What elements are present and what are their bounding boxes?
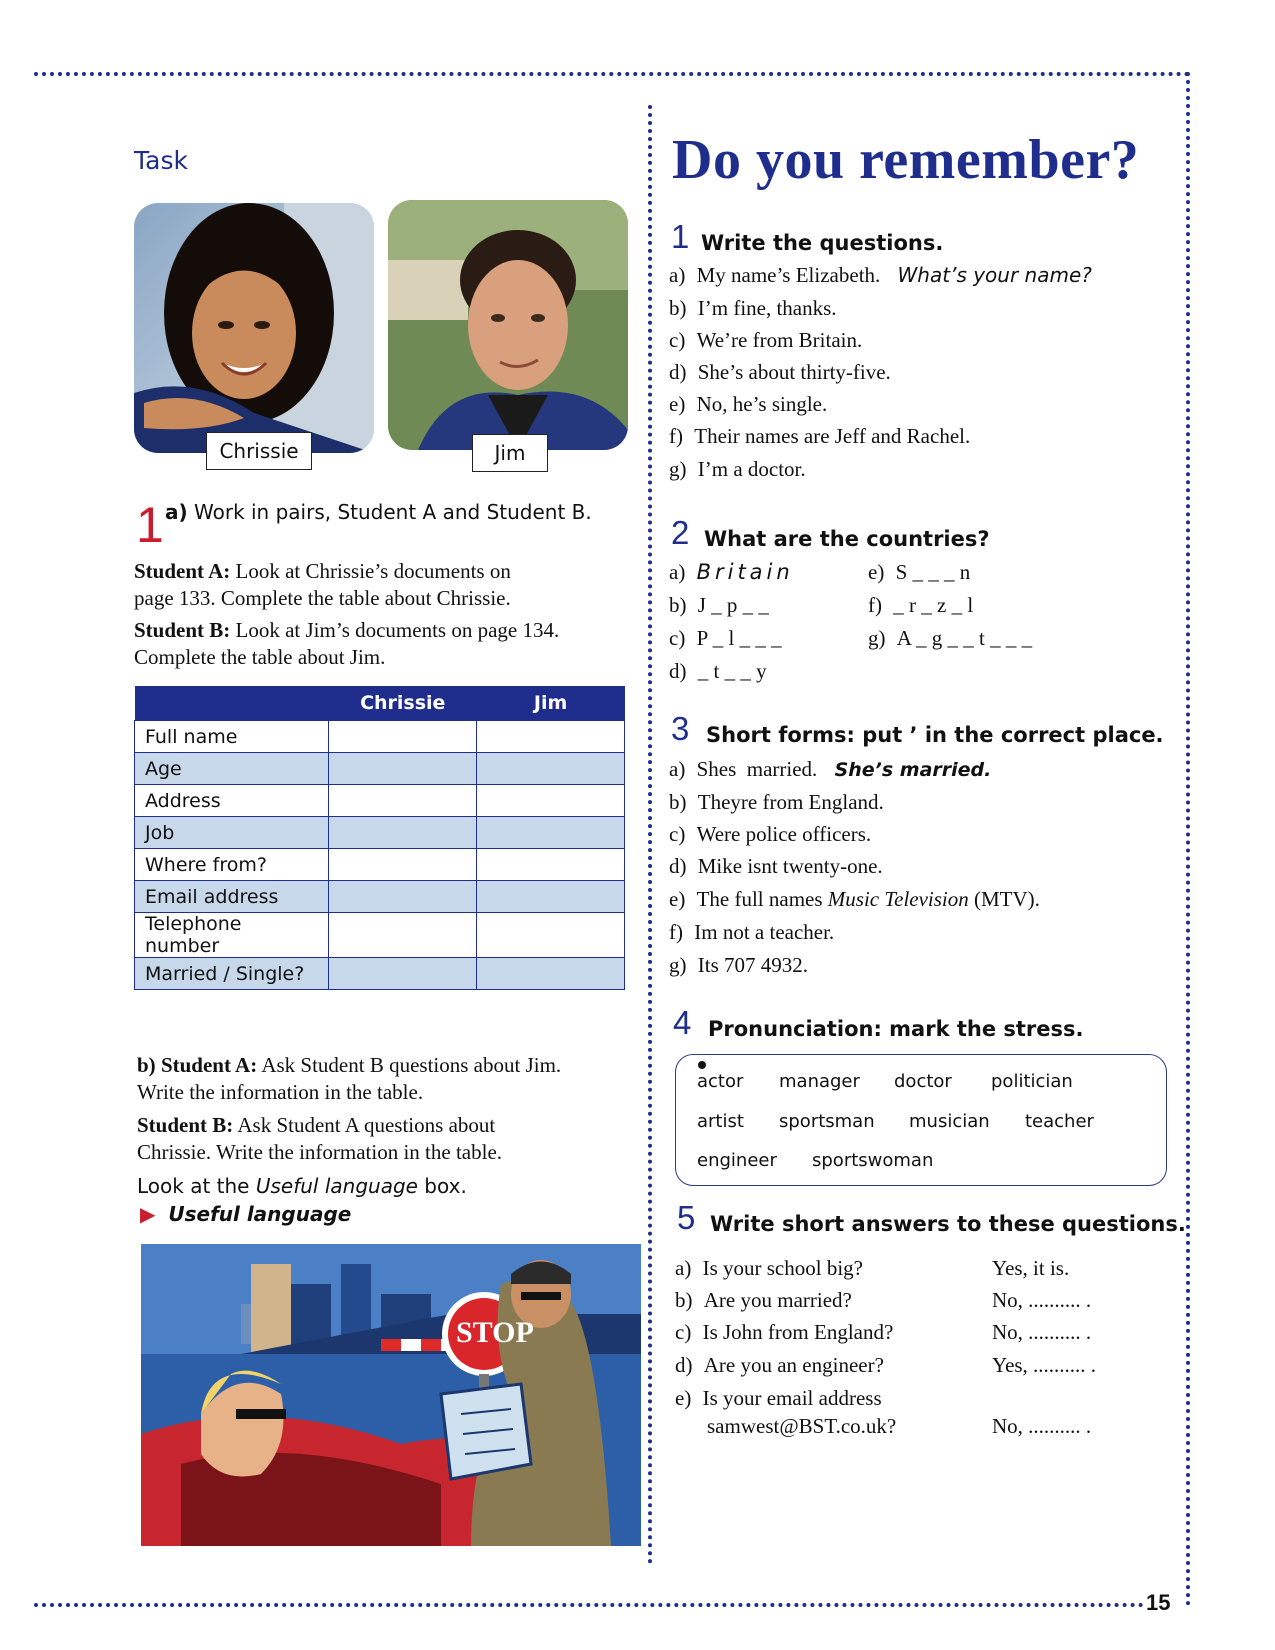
student-b-instructions (134, 617, 644, 671)
s3-f-label: f) (669, 920, 683, 944)
triangle-arrow-icon: ▶ (140, 1202, 156, 1226)
table-header-jim: Jim (477, 686, 625, 721)
row-label: Address (135, 785, 329, 817)
s3-item-g (669, 953, 808, 978)
word-doctor: doctor (894, 1071, 952, 1092)
section-2-heading: What are the countries? (704, 527, 990, 551)
s2-a-label: a) (669, 560, 686, 584)
table-header-chrissie: Chrissie (329, 686, 477, 721)
s1-f-label: f) (669, 424, 683, 448)
cell-chrissie[interactable] (329, 958, 477, 990)
row-label: Email address (135, 881, 329, 913)
cell-chrissie[interactable] (329, 881, 477, 913)
s1-e-text: No, he’s single. (696, 392, 828, 416)
cell-jim[interactable] (477, 913, 625, 958)
s5-item-a (675, 1256, 863, 1281)
border-checkpoint-illustration (141, 1244, 641, 1546)
exercise-1a-label: a) (165, 500, 188, 524)
cell-chrissie[interactable] (329, 721, 477, 753)
s3-item-c (669, 822, 871, 847)
s3-b-text: Theyre from England. (697, 790, 884, 814)
s5-item-b (675, 1288, 852, 1313)
word-teacher: teacher (1025, 1111, 1094, 1132)
photo-jim (388, 200, 628, 450)
s2-g-label: g) (868, 626, 886, 650)
useful-language-link[interactable] (140, 1202, 351, 1226)
useful-language-label: Useful language (168, 1202, 352, 1226)
row-label: Married / Single? (135, 958, 329, 990)
section-1-heading: Write the questions. (701, 231, 944, 255)
cell-chrissie[interactable] (329, 849, 477, 881)
s5-b-label: b) (675, 1288, 693, 1312)
s2-d-label: d) (669, 659, 687, 683)
section-3-number: 3 (671, 710, 690, 747)
cell-jim[interactable] (477, 753, 625, 785)
section-1-number: 1 (671, 218, 690, 255)
s2-d-text: _ t _ _ y (697, 659, 767, 683)
bottom-dotted-border (34, 1603, 1144, 1607)
section-4-heading: Pronunciation: mark the stress. (708, 1017, 1084, 1041)
s5-e-answer: No, .......... . (992, 1414, 1092, 1438)
s2-item-f (868, 593, 973, 618)
s1-a-text: My name’s Elizabeth. (696, 263, 881, 287)
look-at-emphasis: Useful language (255, 1174, 418, 1198)
table-row (135, 958, 625, 990)
s2-b-label: b) (669, 593, 687, 617)
s1-item-f (669, 424, 970, 449)
exercise-1a (165, 500, 592, 524)
task-title: Task (134, 146, 188, 175)
s1-e-label: e) (669, 392, 686, 416)
s3-e-text-post: (MTV). (968, 887, 1040, 911)
student-a-line1: Look at Chrissie’s documents on (235, 559, 511, 583)
s1-a-answer: What’s your name? (897, 263, 1092, 287)
s2-b-text: J _ p _ _ (697, 593, 769, 617)
cell-jim[interactable] (477, 785, 625, 817)
section-5-number: 5 (677, 1199, 696, 1236)
s5-d-answer: Yes, .......... . (992, 1353, 1097, 1377)
exercise-1b-student-b-line1: Ask Student A questions about (237, 1113, 496, 1137)
s1-a-label: a) (669, 263, 686, 287)
exercise-1b-label: b) (137, 1053, 156, 1077)
s1-d-text: She’s about thirty-five. (697, 360, 891, 384)
s3-g-text: Its 707 4932. (697, 953, 808, 977)
row-label: Job (135, 817, 329, 849)
top-dotted-border (34, 72, 1190, 76)
information-table (134, 686, 625, 990)
s5-item-d (675, 1353, 884, 1378)
student-b-label: Student B: (134, 618, 231, 642)
s3-g-label: g) (669, 953, 687, 977)
word-manager: manager (779, 1071, 860, 1092)
s1-item-e (669, 392, 827, 417)
s5-a-label: a) (675, 1256, 692, 1280)
s1-item-d (669, 360, 891, 385)
s2-item-e (868, 560, 970, 585)
photo-chrissie (134, 203, 374, 453)
s2-item-d (669, 659, 767, 684)
exercise-1a-text: Work in pairs, Student A and Student B. (194, 500, 592, 524)
s5-item-e (675, 1386, 882, 1411)
s5-a-answer: Yes, it is. (992, 1256, 1070, 1280)
s5-b-question: Are you married? (703, 1288, 852, 1312)
exercise-1b-student-a-label: Student A: (160, 1053, 258, 1077)
s1-item-g (669, 457, 806, 482)
right-dotted-border (1186, 72, 1190, 1607)
s5-e-label: e) (675, 1386, 692, 1410)
stop-sign-text: STOP (456, 1316, 534, 1349)
s2-f-label: f) (868, 593, 882, 617)
row-label: Age (135, 753, 329, 785)
s3-b-label: b) (669, 790, 687, 814)
s3-a-text: Shes married. (696, 757, 818, 781)
word-actor: actor (697, 1071, 744, 1092)
table-header-blank (135, 686, 329, 721)
s3-item-f (669, 920, 834, 945)
s1-item-c (669, 328, 862, 353)
cell-jim[interactable] (477, 958, 625, 990)
table-row (135, 913, 625, 958)
label-jim: Jim (472, 434, 548, 472)
section-4-number: 4 (673, 1004, 692, 1041)
word-sportswoman: sportswoman (812, 1150, 934, 1171)
cell-chrissie[interactable] (329, 913, 477, 958)
column-divider (648, 105, 652, 1565)
s1-c-label: c) (669, 328, 686, 352)
stress-dot-icon (698, 1061, 706, 1069)
s5-a-question: Is your school big? (702, 1256, 863, 1280)
s3-e-label: e) (669, 887, 686, 911)
table-row (135, 753, 625, 785)
s3-c-text: Were police officers. (696, 822, 872, 846)
s5-d-question: Are you an engineer? (703, 1353, 884, 1377)
s3-a-answer: She’s married. (834, 759, 992, 781)
section-5-heading: Write short answers to these questions. (710, 1212, 1186, 1236)
s5-c-label: c) (675, 1320, 692, 1344)
cell-jim[interactable] (477, 721, 625, 753)
s3-d-text: Mike isnt twenty-one. (697, 854, 883, 878)
s1-g-text: I’m a doctor. (697, 457, 806, 481)
s5-e-question: Is your email address (702, 1386, 882, 1410)
s3-item-d (669, 854, 883, 879)
exercise-1b-student-a (137, 1052, 647, 1106)
s2-g-text: A _ g _ _ t _ _ _ (896, 626, 1033, 650)
row-label: Telephone number (135, 913, 329, 958)
student-b-line2: Complete the table about Jim. (134, 645, 386, 669)
row-label: Where from? (135, 849, 329, 881)
s2-c-text: P _ l _ _ _ (696, 626, 782, 650)
s5-c-answer: No, .......... . (992, 1320, 1092, 1344)
s1-item-a (669, 263, 1092, 288)
table-row (135, 721, 625, 753)
table-row (135, 881, 625, 913)
exercise-1b-student-a-line2: Write the information in the table. (137, 1080, 424, 1104)
s1-b-text: I’m fine, thanks. (697, 296, 837, 320)
look-at-prefix: Look at the (137, 1174, 256, 1198)
exercise-1b-student-b-label: Student B: (137, 1113, 234, 1137)
table-row (135, 785, 625, 817)
cell-jim[interactable] (477, 849, 625, 881)
cell-chrissie[interactable] (329, 817, 477, 849)
s2-a-text: Britain (696, 560, 794, 584)
s2-f-text: _ r _ z _ l (893, 593, 974, 617)
word-politician: politician (991, 1071, 1073, 1092)
look-at-useful-language (137, 1174, 467, 1198)
section-3-heading: Short forms: put ’ in the correct place. (706, 723, 1164, 747)
s2-e-label: e) (868, 560, 885, 584)
s5-d-label: d) (675, 1353, 693, 1377)
s3-e-text-em: Music Television (827, 887, 969, 911)
exercise-1b-student-b (137, 1112, 647, 1166)
s5-item-c (675, 1320, 893, 1345)
s3-a-label: a) (669, 757, 686, 781)
s2-item-a (669, 560, 794, 585)
exercise-1b-student-b-line2: Chrissie. Write the information in the table. (137, 1140, 503, 1164)
page-title: Do you remember? (672, 129, 1140, 191)
cell-chrissie[interactable] (329, 753, 477, 785)
exercise-1-number: 1 (136, 497, 164, 553)
word-engineer: engineer (697, 1150, 777, 1171)
s5-b-answer: No, .......... . (992, 1288, 1092, 1312)
word-artist: artist (697, 1111, 744, 1132)
row-label: Full name (135, 721, 329, 753)
s1-d-label: d) (669, 360, 687, 384)
table-header-row (135, 686, 625, 721)
table-row (135, 849, 625, 881)
s2-c-label: c) (669, 626, 686, 650)
s1-b-label: b) (669, 296, 687, 320)
s1-f-text: Their names are Jeff and Rachel. (694, 424, 971, 448)
s2-item-b (669, 593, 769, 618)
table-row (135, 817, 625, 849)
look-at-suffix: box. (417, 1174, 467, 1198)
s3-c-label: c) (669, 822, 686, 846)
s3-item-e (669, 887, 1040, 912)
s1-g-label: g) (669, 457, 687, 481)
s1-item-b (669, 296, 837, 321)
s3-item-a (669, 757, 991, 783)
s2-e-text: S _ _ _ n (895, 560, 971, 584)
cell-jim[interactable] (477, 881, 625, 913)
s3-e-text-pre: The full names (696, 887, 828, 911)
cell-jim[interactable] (477, 817, 625, 849)
s5-c-question: Is John from England? (702, 1320, 894, 1344)
s2-item-g (868, 626, 1032, 651)
s5-e-question-line2: samwest@BST.co.uk? (707, 1414, 897, 1438)
s1-c-text: We’re from Britain. (696, 328, 863, 352)
page-number: 15 (1146, 1590, 1171, 1615)
word-sportsman: sportsman (779, 1111, 875, 1132)
student-a-line2: page 133. Complete the table about Chrissie. (134, 586, 511, 610)
label-chrissie: Chrissie (206, 432, 312, 470)
s2-item-c (669, 626, 782, 651)
section-2-number: 2 (671, 514, 690, 551)
s3-d-label: d) (669, 854, 687, 878)
student-b-line1: Look at Jim’s documents on page 134. (235, 618, 560, 642)
cell-chrissie[interactable] (329, 785, 477, 817)
exercise-1b-student-a-line1: Ask Student B questions about Jim. (261, 1053, 562, 1077)
s3-f-text: Im not a teacher. (694, 920, 835, 944)
s3-item-b (669, 790, 884, 815)
student-a-instructions (134, 558, 634, 612)
student-a-label: Student A: (134, 559, 231, 583)
word-musician: musician (909, 1111, 990, 1132)
